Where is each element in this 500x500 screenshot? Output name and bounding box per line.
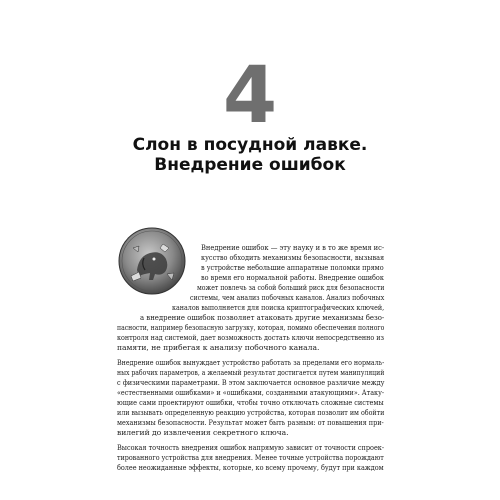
text-line: пасности, например безопасную загрузку, которая, помимо обеспечения полного [117, 323, 385, 332]
text-line: в устройстве небольшие аппаратные поломки прямо [201, 263, 384, 272]
chapter-title-line: Внедрение ошибок [154, 155, 346, 175]
text-line: Внедрение ошибок — эту науку и в то же время ис- [201, 243, 385, 252]
text-line: механизмы безопасности. Результат может быть разным: от повышения при- [117, 418, 384, 427]
text-line: «естественными ошибками» и «ошибками, созданными атакующими». Атаку- [117, 388, 385, 397]
text-line: с физическими параметрами. В этом заключается основное различие между [117, 378, 385, 387]
text-line: кусство обходить механизмы безопасности, вызывая [201, 253, 385, 262]
elephant-illustration-icon [117, 226, 187, 296]
text-line: Внедрение ошибок вынуждает устройство работать за пределами его нормаль- [117, 358, 385, 367]
chapter-title [0, 135, 500, 175]
chapter-title-line: Слон в посудной лавке. [132, 135, 368, 155]
text-line: тированного устройства для внедрения. Менее точные устройства порождают [117, 453, 384, 462]
text-line: системы, чем анализ побочных каналов. Анализ побочных [190, 293, 385, 302]
text-line: может повлечь за собой больший риск для безопасности [197, 283, 385, 292]
text-line: или вызывать определенную реакцию устройства, которая позволит им обойти [117, 408, 385, 417]
text-line: во время его нормальной работы. Внедрение ошибок [201, 273, 384, 282]
text-line: ных рабочих параметров, а желаемый результат достигается путем манипуляций [117, 368, 385, 377]
text-line: каналов выполняется для поиска криптографических ключей, [172, 303, 385, 312]
text-line: вилегий до извлечения секретного ключа. [117, 428, 289, 437]
chapter-number: 4 [222, 51, 278, 141]
text-line: памяти, не прибегая к анализу побочного канала. [117, 343, 320, 352]
text-line: контроля над системой, дает возможность достать ключи непосредственно из [117, 333, 385, 342]
text-line: более неожиданные эффекты, которые, ко всему прочему, будут при каждом [117, 463, 384, 472]
chapter-illustration [117, 226, 187, 296]
text-line: а внедрение ошибок позволяет атаковать другие механизмы безо- [140, 313, 385, 322]
text-line: Высокая точность внедрения ошибок напрямую зависит от точности спроек- [117, 443, 385, 452]
text-line: ющие сами проектируют ошибки, чтобы точно отключать сложные системы [117, 398, 384, 407]
